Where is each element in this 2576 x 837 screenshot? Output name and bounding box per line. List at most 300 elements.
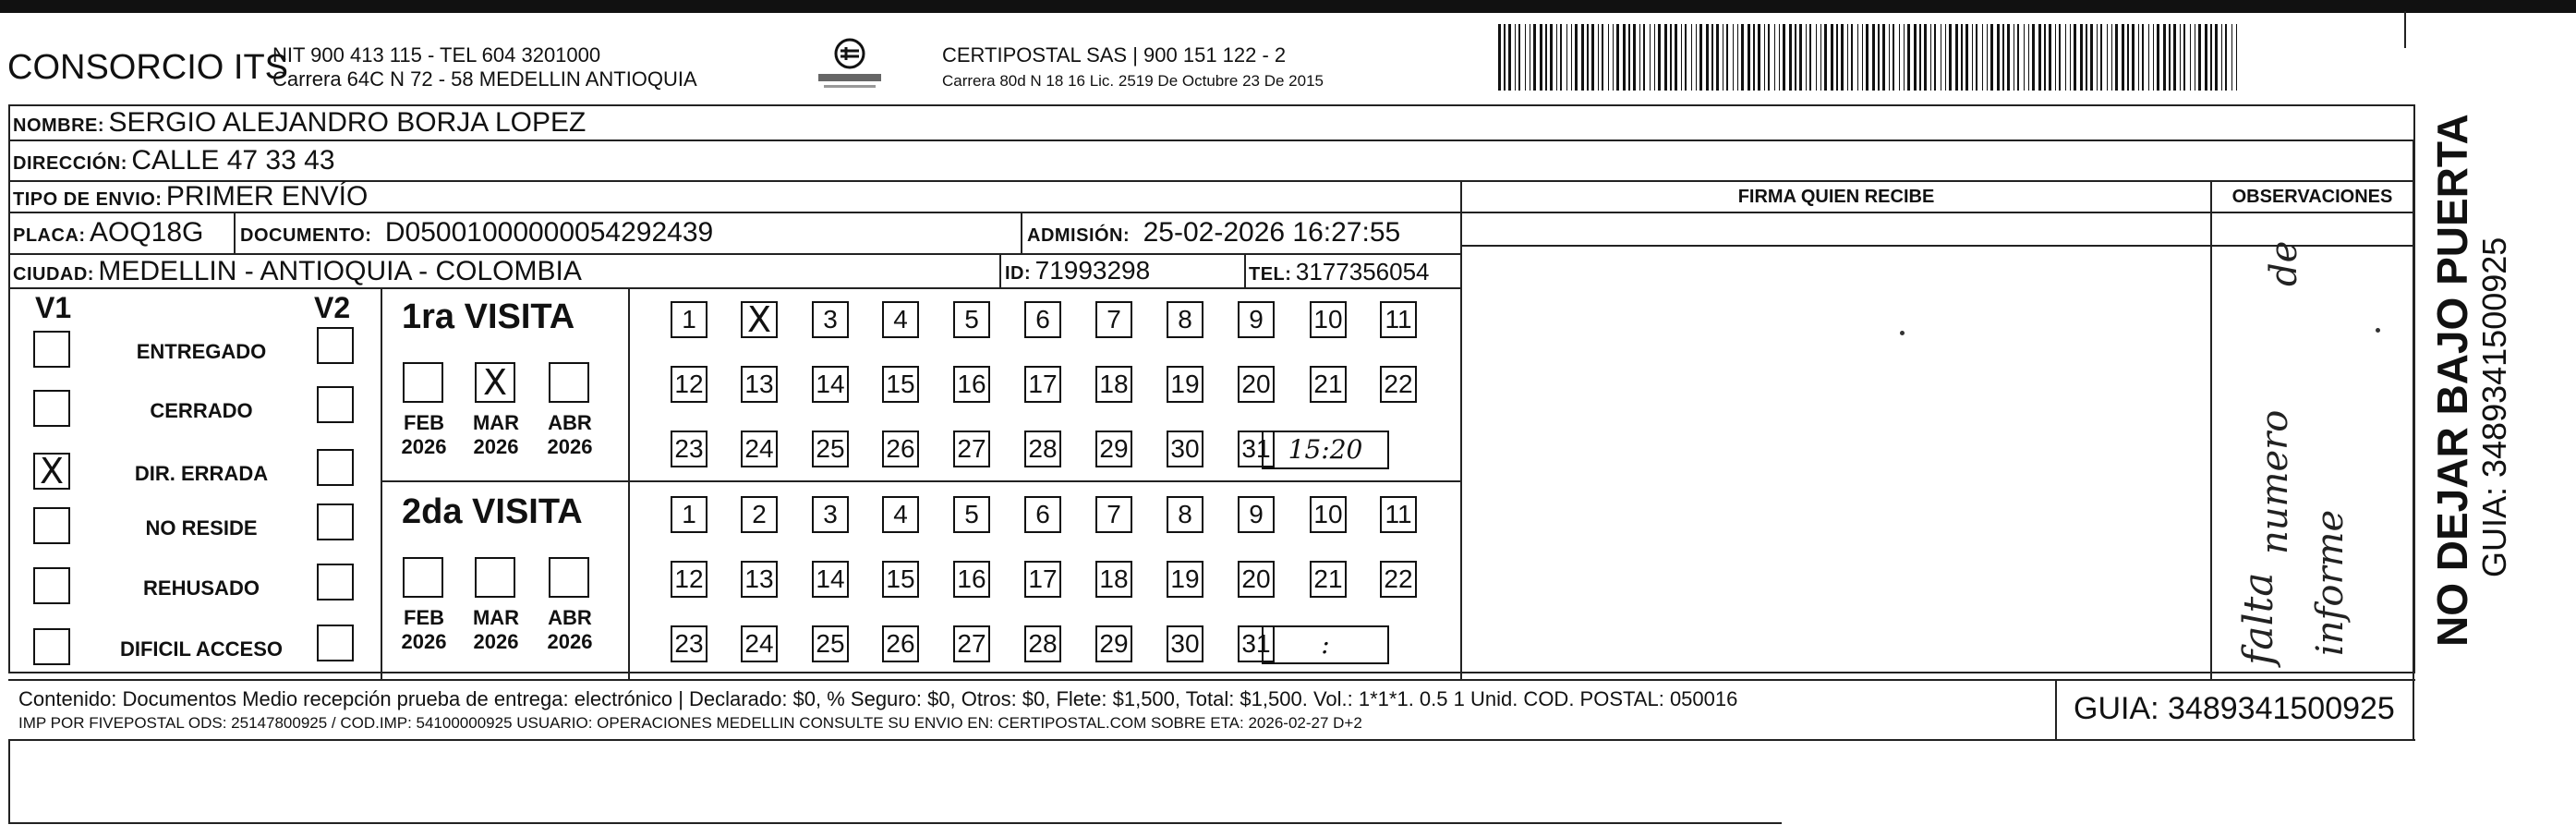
- barcode-bar: [2205, 24, 2207, 91]
- second-visit-time-box[interactable]: :: [1262, 625, 1389, 664]
- barcode-bar: [1774, 24, 1775, 91]
- barcode-bar: [1907, 24, 1910, 91]
- second-visit-month-year: 2026: [473, 630, 519, 653]
- barcode-bar: [1753, 24, 1755, 91]
- barcode-bar: [1955, 24, 1958, 91]
- second-visit-month-label: ABR: [548, 606, 592, 629]
- barcode-bar: [1847, 24, 1848, 91]
- barcode-bar: [1681, 24, 1682, 91]
- first-visit-day-box[interactable]: 4: [882, 301, 919, 338]
- barcode-bar: [1783, 24, 1785, 91]
- first-visit-month-checkbox[interactable]: [403, 362, 443, 403]
- barcode-bar: [1515, 24, 1516, 91]
- barcode-bar: [1841, 24, 1844, 91]
- id-cell: [1005, 256, 1150, 285]
- barcode-bar: [2225, 24, 2227, 91]
- barcode-bar: [1758, 24, 1760, 91]
- second-visit-month-checkbox[interactable]: [475, 557, 515, 598]
- barcode-bar: [1675, 24, 1677, 91]
- barcode-bar: [2236, 24, 2237, 91]
- placa-value: AOQ18G: [90, 217, 204, 248]
- first-visit-day-box[interactable]: 28: [1024, 431, 1061, 467]
- first-visit-day-box[interactable]: 16: [953, 366, 990, 403]
- status-label: REHUSADO: [143, 576, 260, 600]
- v2-checkbox[interactable]: [317, 449, 354, 486]
- tel-value: 3177356054: [1295, 258, 1430, 285]
- second-visit-month-checkbox[interactable]: [403, 557, 443, 598]
- barcode-bar: [1924, 24, 1927, 91]
- barcode-bar: [2086, 24, 2087, 91]
- barcode-bar: [2111, 24, 2112, 91]
- handwriting-de: de: [2263, 240, 2305, 286]
- placa-cell: [13, 217, 203, 249]
- barcode-bar: [1670, 24, 1672, 91]
- barcode-bar: [1914, 24, 1917, 91]
- barcode-bar: [1706, 24, 1709, 91]
- col-divider: [8, 739, 10, 822]
- v2-checkbox[interactable]: [317, 503, 354, 540]
- first-visit-label: 1ra VISITA: [402, 297, 575, 336]
- status-label: DIR. ERRADA: [134, 462, 269, 485]
- second-visit-day-box[interactable]: 24: [741, 625, 778, 662]
- barcode-bar: [1851, 24, 1853, 91]
- top-edge-strip: [0, 0, 2576, 13]
- barcode-bar: [2055, 24, 2056, 91]
- first-visit-day-box[interactable]: 11: [1380, 301, 1417, 338]
- barcode-bar: [2100, 24, 2102, 91]
- first-visit-day-box[interactable]: 8: [1167, 301, 1203, 338]
- barcode-bar: [1965, 24, 1968, 91]
- first-visit-day-box[interactable]: 12: [671, 366, 707, 403]
- barcode-bar: [2231, 24, 2232, 91]
- second-visit-day-box[interactable]: 21: [1310, 561, 1347, 598]
- first-visit-day-box[interactable]: 29: [1095, 431, 1132, 467]
- second-visit-day-box[interactable]: 1: [671, 496, 707, 533]
- certipostal-logo: [813, 37, 887, 92]
- col-divider: [628, 287, 630, 679]
- barcode-bar: [2127, 24, 2129, 91]
- barcode-bar: [1799, 24, 1802, 91]
- signature-dot: [1900, 331, 1905, 335]
- v1-checkbox[interactable]: [33, 567, 70, 604]
- barcode-bar: [2157, 24, 2159, 91]
- barcode-bar: [1872, 24, 1875, 91]
- second-visit-day-box[interactable]: 29: [1095, 625, 1132, 662]
- nombre-label: NOMBRE:: [13, 115, 105, 136]
- barcode-bar: [1806, 24, 1807, 91]
- barcode-bar: [2038, 24, 2041, 91]
- barcode-bar: [1972, 24, 1973, 91]
- handwriting-informe: informe: [2309, 509, 2352, 656]
- col-divider: [1460, 180, 1462, 679]
- second-visit-day-box[interactable]: 10: [1310, 496, 1347, 533]
- barcode-bar: [2215, 24, 2218, 91]
- company-nit: NIT 900 413 115 - TEL 604 3201000: [272, 43, 601, 67]
- tipo-row: [13, 181, 368, 212]
- barcode-bar: [2007, 24, 2010, 91]
- row-divider: [8, 739, 2415, 741]
- barcode-bar: [1533, 24, 1536, 91]
- second-visit-day-box[interactable]: 6: [1024, 496, 1061, 533]
- first-visit-month-checkbox[interactable]: [475, 362, 515, 403]
- carrier-license: Carrera 80d N 18 16 Lic. 2519 De Octubre 23 De 2015: [942, 72, 1324, 90]
- second-visit-day-box[interactable]: 25: [812, 625, 849, 662]
- second-visit-day-box[interactable]: 12: [671, 561, 707, 598]
- col-divider: [2055, 679, 2057, 739]
- barcode-bar: [1581, 24, 1584, 91]
- barcode-bar: [1982, 24, 1983, 91]
- barcode-bar: [1737, 24, 1738, 91]
- barcode-bar: [2198, 24, 2201, 91]
- barcode-bar: [2221, 24, 2222, 91]
- tel-cell: [1249, 258, 1430, 286]
- first-visit-day-box[interactable]: 14: [812, 366, 849, 403]
- first-visit-day-box[interactable]: 7: [1095, 301, 1132, 338]
- first-visit-month-label: MAR: [472, 411, 520, 434]
- second-visit-month-year: 2026: [547, 630, 593, 653]
- ciudad-label: CIUDAD:: [13, 264, 94, 285]
- first-visit-day-box[interactable]: 25: [812, 431, 849, 467]
- barcode-bar: [1508, 24, 1511, 91]
- barcode-bar: [1930, 24, 1931, 91]
- first-visit-day-box[interactable]: 5: [953, 301, 990, 338]
- v1-checkbox[interactable]: [33, 507, 70, 544]
- barcode-bar: [1816, 24, 1817, 91]
- first-visit-month-year: 2026: [473, 435, 519, 458]
- barcode-bar: [1540, 24, 1542, 91]
- col-divider: [1244, 253, 1246, 287]
- barcode-bar: [2122, 24, 2124, 91]
- v2-checkbox[interactable]: [317, 625, 354, 661]
- first-visit-month-mark: X: [482, 362, 508, 403]
- first-visit-day-box[interactable]: 31: [1238, 431, 1275, 467]
- barcode-bar: [1836, 24, 1838, 91]
- barcode-bar: [1575, 24, 1578, 91]
- second-visit-day-box[interactable]: 4: [882, 496, 919, 533]
- barcode-bar: [1633, 24, 1636, 91]
- barcode-bar: [1602, 24, 1603, 91]
- firma-header: FIRMA QUIEN RECIBE: [1737, 187, 1935, 207]
- barcode-bar: [1566, 24, 1567, 91]
- barcode-bar: [2163, 24, 2166, 91]
- barcode-bar: [1587, 24, 1589, 91]
- barcode-bar: [1997, 24, 2000, 91]
- barcode-bar: [1699, 24, 1702, 91]
- barcode-bar: [1560, 24, 1562, 91]
- barcode-bar: [2210, 24, 2212, 91]
- barcode-bar: [1866, 24, 1869, 91]
- second-visit-day-box[interactable]: 26: [882, 625, 919, 662]
- barcode-bar: [1545, 24, 1547, 91]
- barcode-bar: [2074, 24, 2076, 91]
- barcode-bar: [1899, 24, 1900, 91]
- first-visit-day-box[interactable]: 13: [741, 366, 778, 403]
- barcode-bar: [1571, 24, 1572, 91]
- v2-checkbox[interactable]: [317, 564, 354, 600]
- barcode-bar: [1664, 24, 1667, 91]
- second-visit-day-box[interactable]: 9: [1238, 496, 1275, 533]
- status-label: CERRADO: [150, 399, 253, 422]
- row-divider: [381, 480, 1460, 482]
- barcode-bar: [1741, 24, 1744, 91]
- barcode-bar: [2132, 24, 2135, 91]
- status-label: ENTREGADO: [136, 340, 267, 363]
- barcode-bar: [2190, 24, 2191, 91]
- barcode-bar: [1550, 24, 1553, 91]
- admision-label: ADMISIÓN:: [1027, 225, 1131, 246]
- v1-checkbox[interactable]: [33, 453, 70, 490]
- first-visit-day-box[interactable]: 15: [882, 366, 919, 403]
- col-divider: [2210, 180, 2212, 679]
- second-visit-day-box[interactable]: 15: [882, 561, 919, 598]
- col-divider: [1021, 212, 1022, 253]
- second-visit-day-box[interactable]: 22: [1380, 561, 1417, 598]
- barcode-bar: [2065, 24, 2066, 91]
- second-visit-label: 2da VISITA: [402, 492, 583, 531]
- barcode-bar: [2173, 24, 2176, 91]
- first-visit-day-box[interactable]: 10: [1310, 301, 1347, 338]
- barcode-bar: [1809, 24, 1811, 91]
- barcode-bar: [1889, 24, 1890, 91]
- first-visit-month-year: 2026: [547, 435, 593, 458]
- barcode-bar: [1768, 24, 1770, 91]
- barcode-bar: [1987, 24, 1988, 91]
- v2-checkbox[interactable]: [317, 327, 354, 364]
- second-visit-day-box[interactable]: 19: [1167, 561, 1203, 598]
- barcode-bar: [2148, 24, 2149, 91]
- tel-label: TEL:: [1249, 264, 1292, 285]
- second-visit-day-box[interactable]: 20: [1238, 561, 1275, 598]
- col-divider: [234, 212, 236, 253]
- admision-value: 25-02-2026 16:27:55: [1143, 217, 1401, 248]
- barcode-bar: [1976, 24, 1977, 91]
- barcode-bar: [1764, 24, 1765, 91]
- placa-label: PLACA:: [13, 225, 86, 246]
- barcode-bar: [1726, 24, 1728, 91]
- v1-checkbox[interactable]: [33, 331, 70, 368]
- first-visit-day-box[interactable]: 20: [1238, 366, 1275, 403]
- barcode-bar: [2070, 24, 2071, 91]
- first-visit-month-checkbox[interactable]: [549, 362, 589, 403]
- barcode-bar: [1556, 24, 1557, 91]
- barcode-bar: [2024, 24, 2025, 91]
- barcode-bar: [1820, 24, 1821, 91]
- first-visit-day-box[interactable]: 18: [1095, 366, 1132, 403]
- documento-cell: [240, 217, 713, 249]
- first-visit-day-box[interactable]: 23: [671, 431, 707, 467]
- nombre-value: SERGIO ALEJANDRO BORJA LOPEZ: [108, 107, 587, 138]
- tipo-label: TIPO DE ENVIO:: [13, 189, 163, 210]
- v2-checkbox[interactable]: [317, 386, 354, 423]
- status-label: DIFICIL ACCESO: [119, 637, 283, 661]
- side-guia: GUIA: 3489341500925: [2475, 237, 2513, 577]
- barcode-bar: [1945, 24, 1946, 91]
- first-visit-day-box[interactable]: 3: [812, 301, 849, 338]
- barcode-bar: [1779, 24, 1780, 91]
- company-name: CONSORCIO ITS: [7, 48, 289, 87]
- barcode-bar: [1504, 24, 1506, 91]
- col-divider: [999, 253, 1001, 287]
- barcode-bar: [2017, 24, 2019, 91]
- second-visit-day-box[interactable]: 13: [741, 561, 778, 598]
- barcode-bar: [1882, 24, 1885, 91]
- barcode-bar: [1616, 24, 1619, 91]
- second-visit-day-box[interactable]: 5: [953, 496, 990, 533]
- first-visit-day-box[interactable]: 9: [1238, 301, 1275, 338]
- barcode-bar: [2032, 24, 2035, 91]
- barcode-bar: [2115, 24, 2118, 91]
- documento-label: DOCUMENTO:: [240, 225, 372, 246]
- footer-contenido: Contenido: Documentos Medio recepción prueba de entrega: electrónico | Declarado: $0, % Seguro: $0, Otros: $0, Flete: $1,500, Total: $1,500. Vol.: 1*1*1. 0.5 1 Unid. COD. POSTAL: 050016: [18, 687, 1738, 710]
- first-visit-day-box[interactable]: 26: [882, 431, 919, 467]
- second-visit-month-label: FEB: [404, 606, 444, 629]
- first-visit-day-box[interactable]: [741, 301, 778, 338]
- admision-cell: [1027, 217, 1400, 249]
- second-visit-day-box[interactable]: 8: [1167, 496, 1203, 533]
- barcode-bar: [2090, 24, 2093, 91]
- barcode-bar: [2002, 24, 2004, 91]
- company-address: Carrera 64C N 72 - 58 MEDELLIN ANTIOQUIA: [272, 67, 697, 91]
- barcode-bar: [2059, 24, 2061, 91]
- barcode-bar: [2169, 24, 2171, 91]
- barcode-bar: [1934, 24, 1936, 91]
- barcode-bar: [1658, 24, 1661, 91]
- barcode-bar: [1498, 24, 1501, 91]
- barcode-bar: [2183, 24, 2185, 91]
- row-divider: [8, 287, 1460, 289]
- v1-header: V1: [35, 291, 72, 324]
- second-visit-day-box[interactable]: 16: [953, 561, 990, 598]
- second-visit-day-box[interactable]: 17: [1024, 561, 1061, 598]
- barcode-bar: [1711, 24, 1713, 91]
- barcode-bar: [1518, 24, 1520, 91]
- ciudad-value: MEDELLIN - ANTIOQUIA - COLOMBIA: [98, 256, 582, 286]
- observaciones-header: OBSERVACIONES: [2231, 187, 2393, 207]
- ciudad-cell: [13, 256, 582, 287]
- v2-header: V2: [314, 291, 351, 324]
- barcode-bar: [1650, 24, 1651, 91]
- nombre-row: [13, 107, 586, 139]
- barcode-bar: [1831, 24, 1833, 91]
- barcode-bar: [1961, 24, 1963, 91]
- second-visit-day-box[interactable]: 7: [1095, 496, 1132, 533]
- status-label: NO RESIDE: [145, 516, 258, 540]
- second-visit-month-year: 2026: [401, 630, 447, 653]
- barcode: [1498, 24, 2237, 91]
- first-visit-day-box[interactable]: 27: [953, 431, 990, 467]
- barcode-bar: [2153, 24, 2154, 91]
- barcode-bar: [2138, 24, 2139, 91]
- documento-value: D05001000000054292439: [384, 217, 714, 248]
- barcode-bar: [1857, 24, 1858, 91]
- barcode-bar: [1591, 24, 1594, 91]
- v1-checkbox[interactable]: [33, 390, 70, 427]
- barcode-bar: [1904, 24, 1905, 91]
- barcode-bar: [1691, 24, 1692, 91]
- barcode-bar: [1748, 24, 1750, 91]
- barcode-bar: [1733, 24, 1734, 91]
- first-visit-day-box[interactable]: 22: [1380, 366, 1417, 403]
- second-visit-day-box[interactable]: 18: [1095, 561, 1132, 598]
- barcode-bar: [1824, 24, 1827, 91]
- first-visit-day-box[interactable]: 30: [1167, 431, 1203, 467]
- barcode-bar: [1628, 24, 1630, 91]
- first-visit-day-box[interactable]: 19: [1167, 366, 1203, 403]
- id-value: 71993298: [1034, 256, 1151, 285]
- barcode-bar: [1613, 24, 1614, 91]
- footer-imp: IMP POR FIVEPOSTAL ODS: 25147800925 / COD.IMP: 54100000925 USUARIO: OPERACIONES MEDELLIN CONSULTE SU ENVIO EN: CERTIPOSTAL.COM SOBRE ETA: 2026-02-27 D+2: [18, 714, 1362, 732]
- handwriting-numero: numero: [2254, 409, 2296, 554]
- barcode-bar: [1598, 24, 1599, 91]
- barcode-bar: [1639, 24, 1640, 91]
- barcode-bar: [1862, 24, 1863, 91]
- v1-check-mark: X: [39, 451, 65, 491]
- barcode-bar: [1643, 24, 1645, 91]
- barcode-bar: [1608, 24, 1609, 91]
- first-visit-day-box[interactable]: 21: [1310, 366, 1347, 403]
- handwriting-falta: falta: [2235, 572, 2282, 665]
- tipo-value: PRIMER ENVÍO: [165, 181, 369, 212]
- second-visit-day-box[interactable]: 14: [812, 561, 849, 598]
- row-divider: [8, 253, 1460, 255]
- barcode-bar: [1878, 24, 1880, 91]
- carrier-name: CERTIPOSTAL SAS | 900 151 122 - 2: [942, 43, 1287, 67]
- first-visit-day-box[interactable]: 6: [1024, 301, 1061, 338]
- v1-checkbox[interactable]: [33, 628, 70, 665]
- footer-guia: GUIA: 3489341500925: [2074, 691, 2395, 726]
- barcode-bar: [1654, 24, 1655, 91]
- observation-dot: [2376, 328, 2380, 333]
- row-divider: [8, 822, 1782, 824]
- first-visit-month-label: FEB: [404, 411, 444, 434]
- barcode-bar: [1623, 24, 1626, 91]
- direccion-value: CALLE 47 33 43: [131, 145, 335, 176]
- first-visit-day-box[interactable]: 1: [671, 301, 707, 338]
- first-visit-day-box[interactable]: 24: [741, 431, 778, 467]
- first-visit-time-box[interactable]: 15:20: [1262, 431, 1389, 469]
- col-divider: [2413, 140, 2414, 739]
- first-visit-month-year: 2026: [401, 435, 447, 458]
- second-visit-day-box[interactable]: 23: [671, 625, 707, 662]
- direccion-label: DIRECCIÓN:: [13, 153, 127, 174]
- second-visit-day-box[interactable]: 28: [1024, 625, 1061, 662]
- second-visit-day-box[interactable]: 2: [741, 496, 778, 533]
- barcode-bar: [1893, 24, 1894, 91]
- row-divider: [8, 212, 2415, 213]
- side-warning: NO DEJAR BAJO PUERTA: [2428, 114, 2476, 647]
- second-visit-day-box[interactable]: 27: [953, 625, 990, 662]
- cut-mark: [2404, 11, 2406, 48]
- barcode-bar: [2107, 24, 2108, 91]
- barcode-bar: [1685, 24, 1687, 91]
- second-visit-day-box[interactable]: 30: [1167, 625, 1203, 662]
- barcode-bar: [1990, 24, 1993, 91]
- row-divider: [8, 140, 2415, 141]
- barcode-bar: [2049, 24, 2051, 91]
- second-visit-day-box[interactable]: 11: [1380, 496, 1417, 533]
- first-visit-day-mark: X: [746, 299, 772, 340]
- barcode-bar: [2028, 24, 2029, 91]
- second-visit-day-box[interactable]: 31: [1238, 625, 1275, 662]
- barcode-bar: [1716, 24, 1719, 91]
- barcode-bar: [1795, 24, 1796, 91]
- second-visit-month-label: MAR: [472, 606, 520, 629]
- first-visit-month-label: ABR: [548, 411, 592, 434]
- barcode-bar: [1525, 24, 1526, 91]
- second-visit-day-box[interactable]: 3: [812, 496, 849, 533]
- second-visit-month-checkbox[interactable]: [549, 557, 589, 598]
- first-visit-day-box[interactable]: 17: [1024, 366, 1061, 403]
